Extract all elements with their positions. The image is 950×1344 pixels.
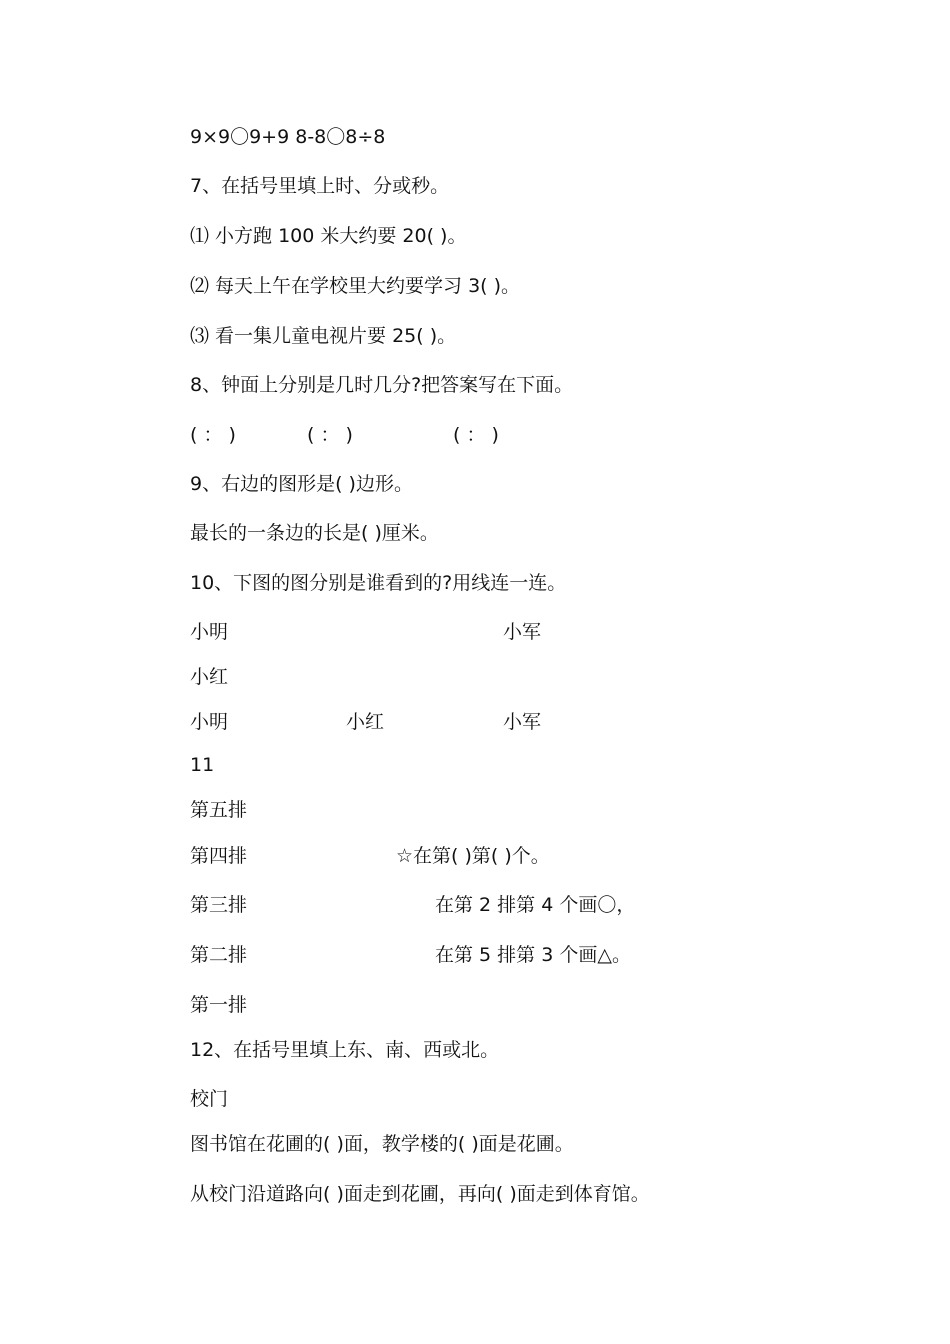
question-7-item-1: ⑴ 小方跑 100 米大约要 20( )。: [190, 225, 467, 247]
label-xiaojun-top: 小军: [503, 621, 542, 643]
label-school-gate: 校门: [190, 1088, 229, 1110]
compare-expressions: 9×9〇9+9 8-8〇8÷8: [190, 126, 386, 148]
question-10-title: 10、下图的图分别是谁看到的?用线连一连。: [190, 572, 567, 594]
question-7-item-3: ⑶ 看一集儿童电视片要 25( )。: [190, 325, 457, 347]
question-11-circle: 在第 2 排第 4 个画〇，: [435, 894, 636, 916]
question-7-title: 7、在括号里填上时、分或秒。: [190, 175, 450, 197]
question-11-number: 11: [190, 754, 215, 776]
question-9-title: 9、右边的图形是( )边形。: [190, 473, 413, 495]
label-xiaohong-top: 小红: [190, 666, 229, 688]
clock-answer-3: ( ： ): [453, 424, 499, 446]
question-11-triangle: 在第 5 排第 3 个画△。: [435, 944, 631, 966]
question-12-line-2: 从校门沿道路向( )面走到花圃，再向( )面走到体育馆。: [190, 1183, 650, 1205]
label-xiaoming-top: 小明: [190, 621, 229, 643]
question-11-star: ☆在第( )第( )个。: [396, 845, 550, 867]
row-label-3: 第三排: [190, 894, 248, 916]
question-12-line-1: 图书馆在花圃的( )面，教学楼的( )面是花圃。: [190, 1133, 574, 1155]
question-12-title: 12、在括号里填上东、南、西或北。: [190, 1039, 500, 1061]
question-8-title: 8、钟面上分别是几时几分?把答案写在下面。: [190, 374, 574, 396]
row-label-1: 第一排: [190, 994, 248, 1016]
question-7-item-2: ⑵ 每天上午在学校里大约要学习 3( )。: [190, 275, 521, 297]
label-xiaoming-bottom: 小明: [190, 711, 229, 733]
row-label-5: 第五排: [190, 799, 248, 821]
row-label-4: 第四排: [190, 845, 248, 867]
row-label-2: 第二排: [190, 944, 248, 966]
label-xiaohong-bottom: 小红: [346, 711, 385, 733]
label-xiaojun-bottom: 小军: [503, 711, 542, 733]
clock-answer-2: ( ： ): [307, 424, 353, 446]
clock-answer-1: ( ： ): [190, 424, 236, 446]
question-9-sub: 最长的一条边的长是( )厘米。: [190, 522, 439, 544]
